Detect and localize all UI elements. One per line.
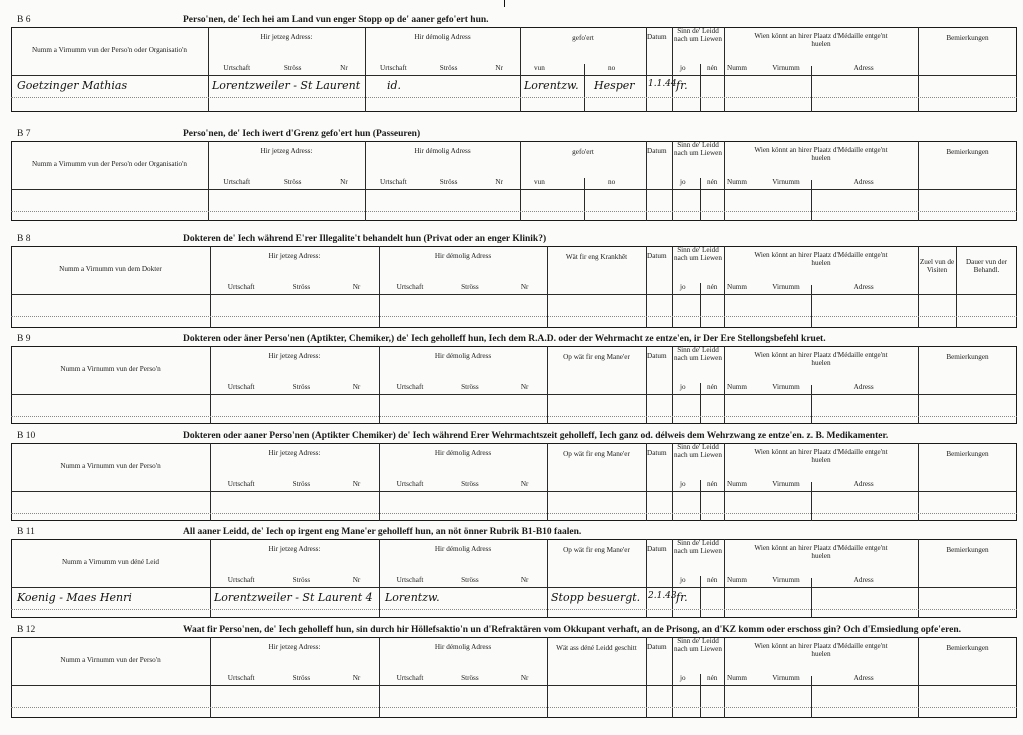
old-address-header: Hir démolig Adress (434, 449, 492, 457)
column-divider (547, 539, 548, 618)
now-ort-header: Urtschaft (223, 64, 251, 72)
section-code: B 6 (17, 15, 31, 25)
medal-adress-header: Adress (853, 383, 874, 391)
medal-header: Wien könnt an hirer Plaatz d'Médaille entge'nt huelen (754, 544, 888, 560)
top-tick-mark (504, 0, 505, 7)
old-ort-header: Urtschaft (380, 178, 407, 186)
old-street-header: Ströss (461, 674, 479, 682)
row-divider (11, 587, 1017, 588)
section-code: B 7 (17, 129, 31, 139)
column-divider (724, 141, 725, 221)
middle-column-header: Wät fir eng Krankhêt (565, 253, 628, 261)
column-divider (700, 674, 701, 718)
dotted-row-line (11, 316, 1017, 317)
treatment-duration-header: Dauer vun der Behandl. (965, 258, 1008, 274)
alive-yes-header: jo (680, 178, 686, 186)
alive-yes-header: jo (680, 64, 686, 72)
old-ort-header: Urtschaft (396, 576, 424, 584)
mid-sub-header-to: no (608, 178, 616, 186)
column-divider (584, 64, 585, 112)
column-divider (724, 443, 725, 521)
now-street-header: Ströss (283, 178, 302, 186)
now-street-header: Ströss (292, 480, 311, 488)
remarks-header: Bemierkungen (946, 34, 989, 42)
datum-header: Datum (647, 643, 667, 651)
alive-yes-header: jo (680, 674, 686, 682)
old-address-header: Hir démolig Adress (414, 147, 471, 155)
column-divider (520, 27, 521, 112)
now-nr-header: Nr (352, 480, 361, 488)
medal-virnumm-header: Virnumm (772, 674, 800, 682)
old-nr-header: Nr (495, 64, 503, 72)
column-divider (724, 637, 725, 718)
remarks-header: Bemierkungen (946, 148, 989, 156)
section-title: All aaner Leidd, de' Iech op irgent eng Mane'er geholleff hun, an nöt önner Rubrik B1-B10 faalen. (183, 527, 582, 537)
dotted-row-line (11, 513, 1017, 514)
column-divider (811, 385, 812, 424)
now-ort-header: Urtschaft (227, 674, 255, 682)
old-address-header: Hir démolig Adress (434, 545, 492, 553)
dotted-row-line (11, 97, 1017, 98)
medal-numm-header: Numm (727, 64, 747, 72)
datum-header: Datum (647, 449, 667, 457)
entry-old-address: id. (387, 79, 402, 92)
alive-no-header: nén (707, 674, 718, 682)
row-divider (11, 685, 1017, 686)
old-street-header: Ströss (461, 283, 479, 291)
medal-adress-header: Adress (853, 64, 874, 72)
medal-header: Wien könnt an hirer Plaatz d'Médaille entge'nt huelen (754, 642, 888, 658)
now-address-header: Hir jetzeg Adress: (260, 147, 313, 155)
section-code: B 8 (17, 234, 31, 244)
entry-name: Goetzinger Mathias (17, 79, 128, 92)
old-nr-header: Nr (495, 178, 503, 186)
dotted-row-line (11, 707, 1017, 708)
mid-sub-header-from: vun (534, 178, 545, 186)
medal-header: Wien könnt an hirer Plaatz d'Médaille entge'nt huelen (754, 146, 888, 162)
section-title: Perso'nen, de' Iech hei am Land vun enger Stopp op de' aaner gefo'ert hun. (183, 15, 489, 25)
column-divider (700, 480, 701, 521)
name-column-header: Numm a Virnumm vun der Perso'n oder Organisatio'n (31, 160, 187, 168)
name-column-header: Numm a Virnumm vun dem Dokter (59, 265, 162, 273)
section-b11 (11, 525, 1017, 618)
name-column-header: Numm a Virnumm vun déné Leid (61, 558, 160, 566)
middle-column-header: Wät ass déné Leidd geschitt (556, 644, 637, 652)
alive-header: Sinn de' Leidd nach um Liewen (674, 539, 722, 555)
column-divider (672, 346, 673, 424)
middle-column-header: Op wät fir eng Mane'er (563, 450, 630, 458)
entry-date: 2.1.43 (648, 591, 677, 601)
now-address-header: Hir jetzeg Adress: (260, 33, 313, 41)
old-ort-header: Urtschaft (396, 674, 424, 682)
now-nr-header: Nr (352, 674, 361, 682)
section-b12 (11, 623, 1017, 718)
old-nr-header: Nr (520, 283, 529, 291)
name-column-header: Numm a Virnumm vun der Perso'n oder Organisatio'n (31, 46, 187, 54)
entry-current-address: Lorentzweiler - St Laurent 4 (214, 591, 373, 604)
medal-virnumm-header: Virnumm (772, 576, 800, 584)
column-divider (700, 383, 701, 424)
alive-header: Sinn de' Leidd nach um Liewen (674, 637, 722, 653)
alive-yes-header: jo (680, 576, 686, 584)
now-address-header: Hir jetzeg Adress: (268, 643, 321, 651)
alive-yes-header: jo (680, 283, 686, 291)
middle-column-header: gefo'ert (572, 148, 594, 156)
section-b7 (11, 127, 1017, 221)
now-street-header: Ströss (283, 64, 302, 72)
now-ort-header: Urtschaft (227, 283, 255, 291)
now-address-header: Hir jetzeg Adress: (268, 449, 321, 457)
alive-no-header: nén (707, 283, 718, 291)
old-street-header: Ströss (461, 383, 479, 391)
medal-virnumm-header: Virnumm (772, 178, 800, 186)
old-address-header: Hir démolig Adress (434, 643, 492, 651)
column-divider (672, 443, 673, 521)
entry-alive-yes: fr. (676, 591, 688, 604)
column-divider (700, 576, 701, 618)
old-address-header: Hir démolig Adress (434, 252, 492, 260)
datum-header: Datum (647, 33, 667, 41)
remarks-header: Bemierkungen (946, 450, 989, 458)
column-divider (811, 180, 812, 221)
column-divider (811, 676, 812, 718)
alive-no-header: nén (707, 64, 718, 72)
column-divider (547, 346, 548, 424)
now-nr-header: Nr (352, 576, 361, 584)
medal-adress-header: Adress (853, 283, 874, 291)
column-divider (700, 283, 701, 328)
alive-no-header: nén (707, 480, 718, 488)
column-divider (724, 346, 725, 424)
now-nr-header: Nr (340, 64, 348, 72)
old-address-header: Hir démolig Adress (414, 33, 471, 41)
alive-no-header: nén (707, 383, 718, 391)
medal-header: Wien könnt an hirer Plaatz d'Médaille entge'nt huelen (754, 351, 888, 367)
now-street-header: Ströss (292, 283, 311, 291)
column-divider (700, 178, 701, 221)
section-title: Dokteren oder aaner Perso'nen (Aptikter Chemiker) de' Iech während Erer Wehrmachtszeit geholleff, Iech ganz od. délweis dem Wehrzwang ze entze'en. z. B. Medikamenter. (183, 431, 889, 441)
remarks-header: Bemierkungen (946, 546, 989, 554)
medal-numm-header: Numm (727, 178, 747, 186)
section-title: Waat fir Perso'nen, de' Iech geholleff hun, sin durch hir Höllefsaktio'n un d'Refraktären vom Okkupant verhaft, an de Prisong, an d'KZ komm oder erschoss gin? Och d'Emsiedlung opfe'eren. (183, 625, 962, 635)
entry-middle-second-value: Hesper (594, 79, 635, 92)
column-divider (811, 66, 812, 112)
row-divider (11, 75, 1017, 76)
medal-virnumm-header: Virnumm (772, 64, 800, 72)
medal-header: Wien könnt an hirer Plaatz d'Médaille entge'nt huelen (754, 32, 888, 48)
old-nr-header: Nr (520, 480, 529, 488)
now-street-header: Ströss (292, 674, 311, 682)
medal-virnumm-header: Virnumm (772, 383, 800, 391)
old-street-header: Ströss (461, 480, 479, 488)
now-street-header: Ströss (292, 383, 311, 391)
now-street-header: Ströss (292, 576, 311, 584)
section-title: Dokteren de' Iech während E'rer Illegalite't behandelt hun (Privat oder an enger Klinik?) (183, 234, 547, 244)
dotted-row-line (11, 609, 1017, 610)
old-nr-header: Nr (520, 576, 529, 584)
column-divider (700, 64, 701, 112)
column-divider (724, 539, 725, 618)
row-divider (11, 294, 1017, 295)
now-address-header: Hir jetzeg Adress: (268, 352, 321, 360)
old-street-header: Ströss (439, 64, 458, 72)
now-ort-header: Urtschaft (227, 576, 255, 584)
medal-numm-header: Numm (727, 383, 747, 391)
old-ort-header: Urtschaft (396, 283, 424, 291)
alive-header: Sinn de' Leidd nach um Liewen (674, 141, 722, 157)
row-divider (11, 394, 1017, 395)
alive-header: Sinn de' Leidd nach um Liewen (674, 246, 722, 262)
section-title: Dokteren oder äner Perso'nen (Aptikter, Chemiker,) de' Iech geholleff hun, Iech dem R.A.D. oder der Wehrmacht ze entze'en, ir Der Ere Stellongsbefehl kruet. (183, 334, 826, 344)
column-divider (811, 578, 812, 618)
section-b8 (11, 232, 1017, 328)
now-ort-header: Urtschaft (227, 480, 255, 488)
column-divider (520, 141, 521, 221)
alive-header: Sinn de' Leidd nach um Liewen (674, 346, 722, 362)
medal-header: Wien könnt an hirer Plaatz d'Médaille entge'nt huelen (754, 448, 888, 464)
now-address-header: Hir jetzeg Adress: (268, 545, 321, 553)
medal-adress-header: Adress (853, 576, 874, 584)
old-street-header: Ströss (439, 178, 458, 186)
section-code: B 10 (17, 431, 36, 441)
old-ort-header: Urtschaft (396, 480, 424, 488)
middle-column-header: Op wät fir eng Mane'er (563, 353, 630, 361)
entry-name: Koenig - Maes Henri (17, 591, 132, 604)
column-divider (724, 27, 725, 112)
middle-column-header: gefo'ert (572, 34, 594, 42)
entry-alive-yes: fr. (676, 79, 688, 92)
now-ort-header: Urtschaft (227, 383, 255, 391)
old-street-header: Ströss (461, 576, 479, 584)
medal-numm-header: Numm (727, 283, 747, 291)
column-divider (584, 178, 585, 221)
dotted-row-line (11, 416, 1017, 417)
now-address-header: Hir jetzeg Adress: (268, 252, 321, 260)
section-code: B 12 (17, 625, 36, 635)
now-nr-header: Nr (352, 383, 361, 391)
now-ort-header: Urtschaft (223, 178, 251, 186)
datum-header: Datum (647, 545, 667, 553)
alive-yes-header: jo (680, 383, 686, 391)
section-code: B 11 (17, 527, 35, 537)
alive-no-header: nén (707, 178, 718, 186)
medal-numm-header: Numm (727, 576, 747, 584)
name-column-header: Numm a Virnumm vun der Perso'n (60, 656, 161, 664)
alive-yes-header: jo (680, 480, 686, 488)
mid-sub-header-from: vun (534, 64, 545, 72)
medal-adress-header: Adress (853, 178, 874, 186)
alive-header: Sinn de' Leidd nach um Liewen (674, 443, 722, 459)
medal-virnumm-header: Virnumm (772, 480, 800, 488)
alive-no-header: nén (707, 576, 718, 584)
old-ort-header: Urtschaft (380, 64, 407, 72)
datum-header: Datum (647, 252, 667, 260)
entry-middle-value: Lorentzw. (524, 79, 579, 92)
entry-current-address: Lorentzweiler - St Laurent (212, 79, 361, 92)
medal-numm-header: Numm (727, 674, 747, 682)
mid-sub-header-to: no (608, 64, 616, 72)
section-b9 (11, 332, 1017, 424)
remarks-header: Bemierkungen (946, 353, 989, 361)
now-nr-header: Nr (340, 178, 348, 186)
entry-middle-value: Stopp besuergt. (551, 591, 641, 604)
middle-column-header: Op wät fir eng Mane'er (563, 546, 630, 554)
visits-header: Zuel vun de Visiten (919, 258, 955, 274)
entry-old-address: Lorentzw. (385, 591, 440, 604)
section-code: B 9 (17, 334, 31, 344)
alive-header: Sinn de' Leidd nach um Liewen (674, 27, 722, 43)
medal-adress-header: Adress (853, 674, 874, 682)
column-divider (811, 285, 812, 328)
medal-adress-header: Adress (853, 480, 874, 488)
datum-header: Datum (647, 147, 667, 155)
row-divider (11, 491, 1017, 492)
column-divider (672, 539, 673, 618)
column-divider (672, 27, 673, 112)
column-divider (672, 637, 673, 718)
name-column-header: Numm a Virnumm vun der Perso'n (60, 365, 161, 373)
dotted-row-line (11, 211, 1017, 212)
medal-virnumm-header: Virnumm (772, 283, 800, 291)
old-nr-header: Nr (520, 383, 529, 391)
column-divider (547, 443, 548, 521)
column-divider (672, 141, 673, 221)
datum-header: Datum (647, 352, 667, 360)
column-divider (811, 482, 812, 521)
section-b6 (11, 13, 1017, 112)
column-divider (547, 637, 548, 718)
medal-header: Wien könnt an hirer Plaatz d'Médaille entge'nt huelen (754, 251, 888, 267)
entry-date: 1.1.44 (648, 79, 677, 89)
old-address-header: Hir démolig Adress (434, 352, 492, 360)
remarks-header: Bemierkungen (946, 644, 989, 652)
medal-numm-header: Numm (727, 480, 747, 488)
old-nr-header: Nr (520, 674, 529, 682)
now-nr-header: Nr (352, 283, 361, 291)
name-column-header: Numm a Virnumm vun der Perso'n (60, 462, 161, 470)
section-title: Perso'nen, de' Iech iwert d'Grenz gefo'ert hun (Passeuren) (183, 129, 421, 139)
section-b10 (11, 429, 1017, 521)
row-divider (11, 189, 1017, 190)
old-ort-header: Urtschaft (396, 383, 424, 391)
